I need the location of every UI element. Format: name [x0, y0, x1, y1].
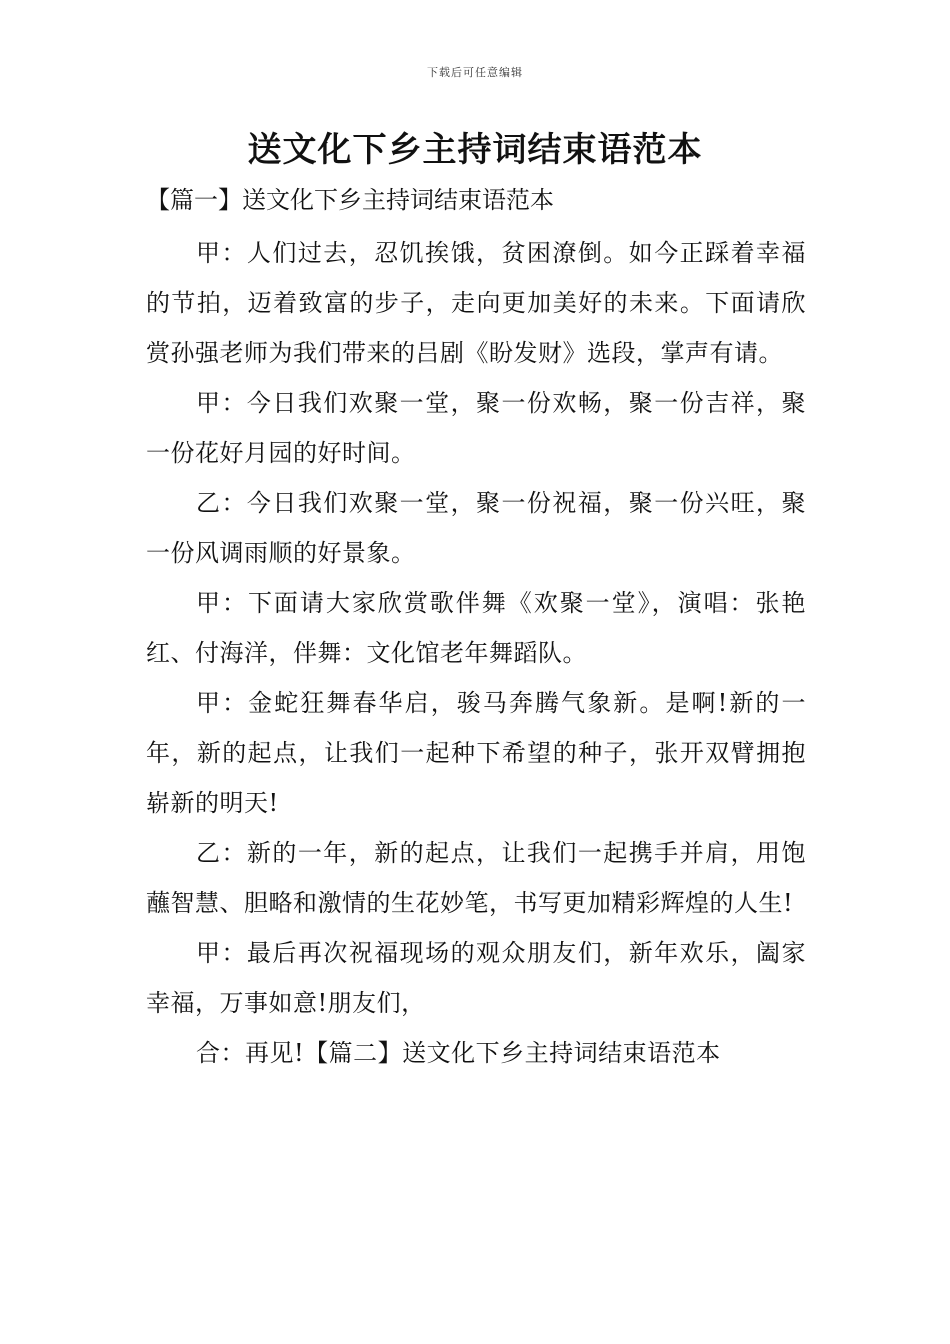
- document-body: [146, 228, 806, 1078]
- paragraph-5: 甲：金蛇狂舞春华启，骏马奔腾气象新。是啊!新的一年，新的起点，让我们一起种下希望的种子，张开双臂拥抱崭新的明天!: [146, 689, 806, 817]
- paragraph-4: 甲：下面请大家欣赏歌伴舞《欢聚一堂》，演唱：张艳红、付海洋，伴舞：文化馆老年舞蹈队。: [146, 589, 806, 667]
- header-note: 下载后可任意编辑: [427, 66, 523, 79]
- paragraph-1: 甲：人们过去，忍饥挨饿，贫困潦倒。如今正踩着幸福的节拍，迈着致富的步子，走向更加美好的未来。下面请欣赏孙强老师为我们带来的吕剧《盼发财》选段，掌声有请。: [146, 239, 806, 367]
- paragraph-2: 甲：今日我们欢聚一堂，聚一份欢畅，聚一份吉祥，聚一份花好月园的好时间。: [146, 389, 806, 467]
- paragraph-6: 乙：新的一年，新的起点，让我们一起携手并肩，用饱蘸智慧、胆略和激情的生花妙笔，书写更加精彩辉煌的人生!: [146, 839, 806, 917]
- paragraph-7: 甲：最后再次祝福现场的观众朋友们，新年欢乐，阖家幸福，万事如意!朋友们，: [146, 939, 806, 1017]
- paragraph-8: 合：再见!【篇二】送文化下乡主持词结束语范本: [196, 1039, 721, 1067]
- document-title: 送文化下乡主持词结束语范本: [247, 130, 703, 170]
- paragraph-3: 乙：今日我们欢聚一堂，聚一份祝福，聚一份兴旺，聚一份风调雨顺的好景象。: [146, 489, 806, 567]
- section-heading: 【篇一】送文化下乡主持词结束语范本: [146, 186, 554, 214]
